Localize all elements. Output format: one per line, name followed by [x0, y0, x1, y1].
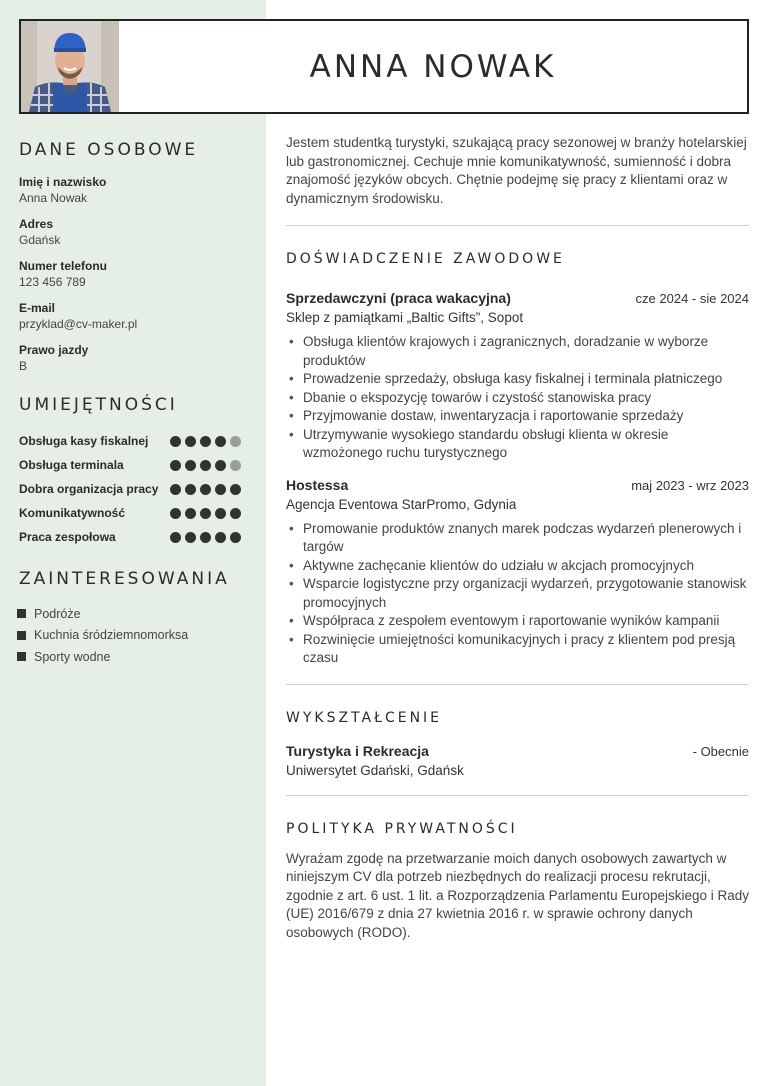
skill-name: Praca zespołowa — [19, 530, 116, 544]
personal-label: E-mail — [19, 301, 56, 315]
job-company: Agencja Eventowa StarPromo, Gdynia — [286, 496, 517, 512]
experience-heading: DOŚWIADCZENIE ZAWODOWE — [286, 251, 565, 267]
personal-value: B — [19, 359, 28, 373]
duty-item: • Współpraca z zespołem eventowym i raportowanie wyników kampanii — [286, 612, 749, 631]
filled-dot-icon — [230, 532, 241, 543]
filled-dot-icon — [185, 532, 196, 543]
job-date: cze 2024 - sie 2024 — [635, 291, 749, 306]
job-entry — [286, 477, 749, 668]
duty-item: • Rozwinięcie umiejętności komunikacyjnych i pracy z klientem pod presją czasu — [286, 631, 749, 668]
personal-item — [19, 342, 241, 374]
empty-dot-icon — [230, 436, 241, 447]
filled-dot-icon — [230, 484, 241, 495]
personal-value: Anna Nowak — [19, 191, 88, 205]
duty-item: • Aktywne zachęcanie klientów do udziału w akcjach promocyjnych — [286, 557, 749, 576]
skill-name: Dobra organizacja pracy — [19, 482, 159, 496]
duty-item: • Obsługa klientów krajowych i zagranicznych, doradzanie w wyborze produktów — [286, 333, 749, 370]
filled-dot-icon — [200, 532, 211, 543]
job-date: maj 2023 - wrz 2023 — [631, 477, 749, 493]
skill-name: Obsługa kasy fiskalnej — [19, 434, 149, 448]
job-header — [286, 477, 749, 493]
privacy-text: Wyrażam zgodę na przetwarzanie moich danych osobowych zawartych w niniejszym CV dla potrzeb niezbędnych do realizacji procesu rekrutacji, zgodnie z art. 6 ust. 1 lit. a Rozporządzenia Parlamentu Europejskiego i Rady (UE) 2016/679 z dnia 27 kwietnia 2016 r. w sprawie ochrony danych osobowych (RODO). — [286, 850, 750, 940]
skill-name: Komunikatywność — [19, 506, 126, 520]
interest-item — [19, 625, 241, 647]
personal-label: Imię i nazwisko — [19, 175, 107, 189]
filled-dot-icon — [200, 460, 211, 471]
skill-row — [19, 429, 241, 453]
filled-dot-icon — [170, 508, 181, 519]
duty-item: • Prowadzenie sprzedaży, obsługa kasy fiskalnej i terminala płatniczego — [286, 370, 749, 389]
personal-item — [19, 174, 241, 206]
skill-row — [19, 453, 241, 477]
duty-item: • Wsparcie logistyczne przy organizacji wydarzeń, przygotowanie stanowisk promocyjnych — [286, 575, 749, 612]
section-divider — [286, 795, 749, 796]
main-content — [286, 134, 749, 942]
skills-list — [19, 429, 241, 549]
filled-dot-icon — [215, 508, 226, 519]
skills-heading: UMIEJĘTNOŚCI — [19, 395, 178, 415]
personal-item — [19, 300, 241, 332]
filled-dot-icon — [185, 460, 196, 471]
header — [19, 19, 749, 114]
interest-label: Sporty wodne — [34, 649, 111, 664]
filled-dot-icon — [170, 532, 181, 543]
filled-dot-icon — [200, 484, 211, 495]
filled-dot-icon — [170, 484, 181, 495]
skill-level-dots — [170, 436, 241, 447]
job-duties — [286, 333, 749, 463]
skill-row — [19, 477, 241, 501]
filled-dot-icon — [200, 508, 211, 519]
personal-value: Gdańsk — [19, 233, 61, 247]
skills-section — [19, 395, 241, 549]
skill-level-dots — [170, 532, 241, 543]
privacy-heading: POLITYKA PRYWATNOŚCI — [286, 820, 518, 837]
job-header — [286, 290, 749, 306]
filled-dot-icon — [170, 460, 181, 471]
duty-item: • Dbanie o ekspozycję towarów i czystość stanowiska pracy — [286, 389, 749, 408]
personal-label: Adres — [19, 217, 54, 231]
personal-item — [19, 216, 241, 248]
interests-heading: ZAINTERESOWANIA — [19, 569, 230, 589]
profile-summary: Jestem studentką turystyki, szukającą pracy sezonowej w branży hotelarskiej lub gastronomicznej. Cechuje mnie komunikatywność, sumienność i dobra znajomość języków obcych. Chętnie podejmę się pracy z klientami oraz w dynamicznym środowisku. — [286, 135, 747, 206]
personal-label: Prawo jazdy — [19, 343, 89, 357]
filled-dot-icon — [200, 436, 211, 447]
interests-section — [19, 569, 241, 668]
personal-data-heading: DANE OSOBOWE — [19, 140, 199, 160]
education-header — [286, 743, 749, 759]
filled-dot-icon — [185, 484, 196, 495]
filled-dot-icon — [185, 436, 196, 447]
filled-dot-icon — [185, 508, 196, 519]
job-title: Hostessa — [286, 476, 349, 493]
personal-value: 123 456 789 — [19, 275, 86, 289]
full-name: ANNA NOWAK — [309, 48, 557, 85]
section-divider — [286, 225, 749, 226]
skill-level-dots — [170, 508, 241, 519]
education-entry — [286, 743, 749, 778]
filled-dot-icon — [215, 460, 226, 471]
job-entry — [286, 290, 749, 463]
job-title: Sprzedawczyni (praca wakacyjna) — [286, 290, 511, 306]
square-bullet-icon — [17, 609, 26, 618]
skill-level-dots — [170, 484, 241, 495]
interest-label: Podróże — [34, 606, 81, 621]
square-bullet-icon — [17, 652, 26, 661]
education-title: Turystyka i Rekreacja — [286, 742, 429, 759]
interest-item — [19, 603, 241, 625]
filled-dot-icon — [215, 484, 226, 495]
skill-row — [19, 501, 241, 525]
skill-row — [19, 525, 241, 549]
skill-level-dots — [170, 460, 241, 471]
duty-item: • Promowanie produktów znanych marek podczas wydarzeń plenerowych i targów — [286, 520, 749, 557]
job-company: Sklep z pamiątkami „Baltic Gifts”, Sopot — [286, 310, 524, 325]
interest-label: Kuchnia śródziemnomorksa — [34, 628, 189, 643]
square-bullet-icon — [17, 631, 26, 640]
duty-item: • Przyjmowanie dostaw, inwentaryzacja i raportowanie sprzedaży — [286, 407, 749, 426]
filled-dot-icon — [215, 532, 226, 543]
filled-dot-icon — [230, 508, 241, 519]
duty-item: • Utrzymywanie wysokiego standardu obsługi klienta w okresie wzmożonego ruchu turystycznego — [286, 426, 749, 463]
filled-dot-icon — [215, 436, 226, 447]
job-duties — [286, 520, 749, 668]
education-school: Uniwersytet Gdański, Gdańsk — [286, 762, 464, 778]
personal-data-section — [19, 140, 241, 384]
email-value[interactable]: przyklad@cv-maker.pl — [19, 317, 138, 331]
empty-dot-icon — [230, 460, 241, 471]
interest-item — [19, 646, 241, 668]
profile-photo — [21, 21, 119, 112]
education-heading: WYKSZTAŁCENIE — [286, 709, 443, 726]
filled-dot-icon — [170, 436, 181, 447]
section-divider — [286, 684, 749, 685]
education-date: - Obecnie — [692, 743, 749, 759]
skill-name: Obsługa terminala — [19, 458, 124, 472]
personal-item — [19, 258, 241, 290]
personal-label: Numer telefonu — [19, 259, 108, 273]
